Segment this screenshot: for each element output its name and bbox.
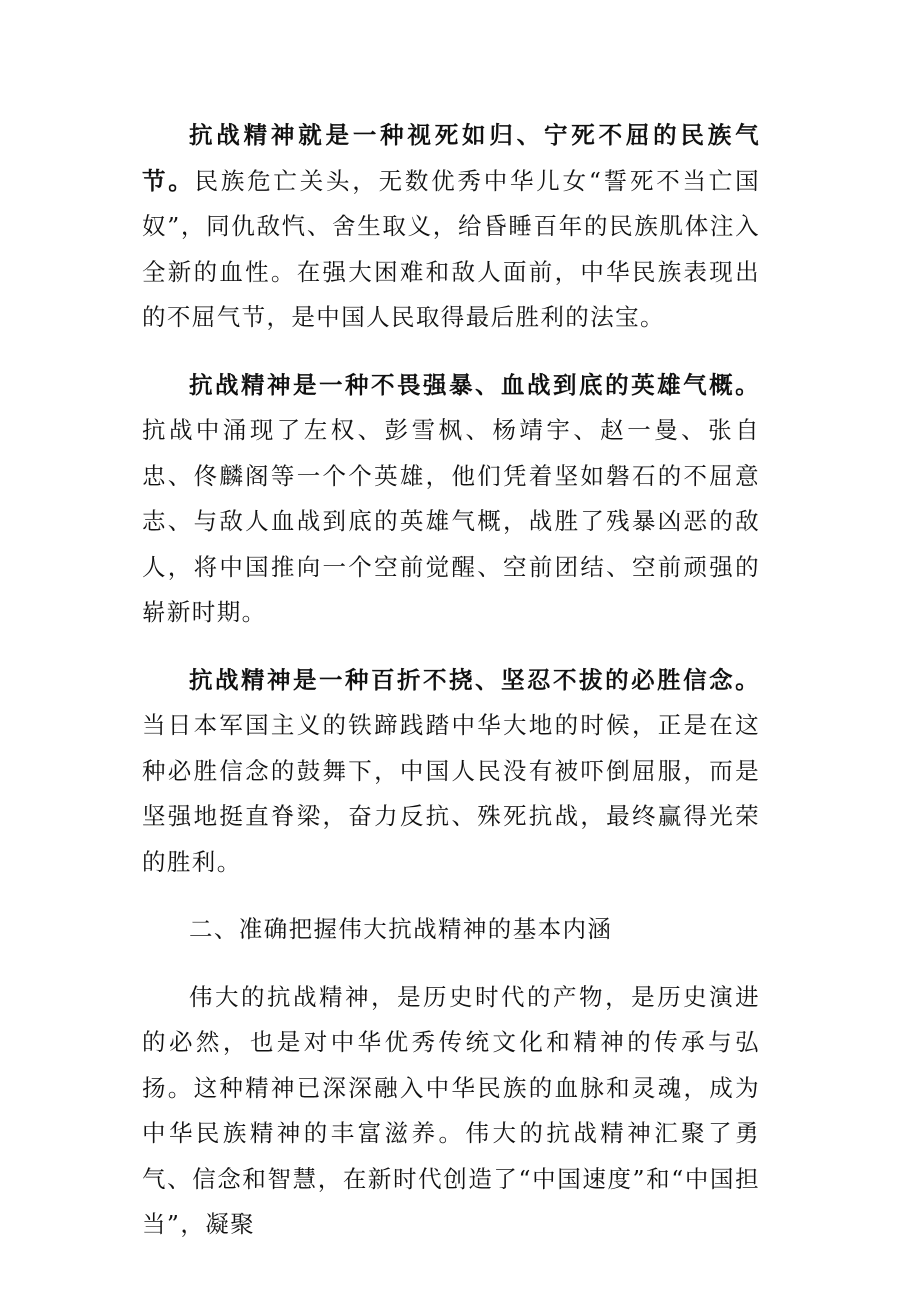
paragraph-lead: 抗战精神就是一种视死如归、宁死不屈的民族气节。 bbox=[142, 121, 760, 195]
paragraph-basic-connotation: 伟大的抗战精神，是历史时代的产物，是历史演进的必然，也是对中华优秀传统文化和精神的传承与弘扬。这种精神已深深融入中华民族的血脉和灵魂，成为中华民族精神的丰富滋养。伟大的抗战精神汇聚了勇气、信念和智慧，在新时代创造了“中国速度”和“中国担当”，凝聚 bbox=[142, 982, 760, 1238]
paragraph-victory-belief bbox=[142, 658, 760, 886]
section-heading: 二、准确把握伟大抗战精神的基本内涵 bbox=[189, 915, 613, 943]
paragraph-lead: 抗战精神是一种不畏强暴、血战到底的英雄气概。 bbox=[189, 370, 760, 399]
document-page bbox=[142, 113, 760, 1248]
paragraph-heroic-spirit bbox=[142, 363, 760, 636]
paragraph-national-integrity bbox=[142, 113, 760, 341]
paragraph-lead: 抗战精神是一种百折不挠、坚忍不拔的必胜信念。 bbox=[189, 665, 760, 694]
paragraph-body: 民族危亡关头，无数优秀中华儿女“誓死不当亡国奴”，同仇敌忾、舍生取义，给昏睡百年的民族肌体注入全新的血性。在强大困难和敌人面前，中华民族表现出的不屈气节，是中国人民取得最后胜利的法宝。 bbox=[142, 166, 760, 331]
paragraph-body: 当日本军国主义的铁蹄践踏中华大地的时候，正是在这种必胜信念的鼓舞下，中国人民没有被吓倒屈服，而是坚强地挺直脊梁，奋力反抗、殊死抗战，最终赢得光荣的胜利。 bbox=[142, 711, 760, 876]
paragraph-body: 抗战中涌现了左权、彭雪枫、杨靖宇、赵一曼、张自忠、佟麟阁等一个个英雄，他们凭着坚如磐石的不屈意志、与敌人血战到底的英雄气概，战胜了残暴凶恶的敌人，将中国推向一个空前觉醒、空前团结、空前顽强的崭新时期。 bbox=[142, 416, 760, 626]
